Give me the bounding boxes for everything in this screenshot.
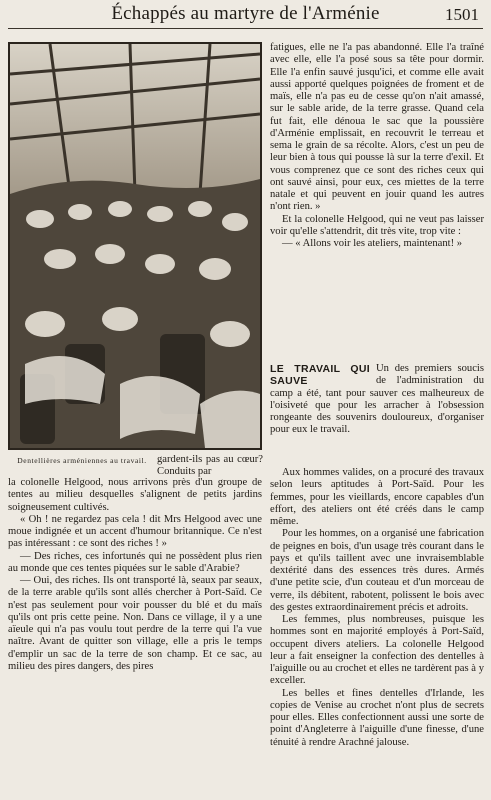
paragraph: « Oh ! ne regardez pas cela ! dit Mrs Helgood avec une moue indignée et un accent d'humour britannique. Ce n'est pas intéressant : ce sont des riches ! » — [8, 513, 262, 550]
paragraph: Pour les hommes, on a organisé une fabrication de peignes en bois, d'un usage très courant dans le pays et qu'ils taillent avec une invraisemblable dextérité dans des essences très dures. Armés d'une petite scie, d'un couteau et d'un morceau de verre, ils débitent, rabotent, polissent le bois avec des gestes extraordinairement précis et adroits. — [270, 528, 484, 613]
paragraph: — Oui, des riches. Ils ont transporté là, seaux par seaux, de la terre arable qu'ils sont allés chercher à Port-Saïd. Ce n'est pas seulement pour voir pousser du blé et du maïs qu'ils ont pris cette peine. Non. Dans ce village, il y a une aïeule qui n'a pas voulu tout perdre de la terre qui l'a vue naître. Avant de quitter son village, elle a pris le temps d'emplir un sac de la terre de son champ. Et ce sac, au milieu des pires dangers, des pires — [8, 575, 262, 672]
section-text: Un des premiers soucis de l'administration du camp a été, tant pour sauver ces malheureux de l'oisiveté que pour les arracher à l'obsession rongeante des souvenirs douloureux, d'organiser pour eux le travail. — [270, 363, 484, 436]
paragraph: Les belles et fines dentelles d'Irlande, les copies de Venise au crochet n'ont plus de secrets pour elles. Elles confectionnent aussi une sorte de point d'Angleterre à l'aiguille d'une finesse, d'une ténuité à rendre Arachné jalouse. — [270, 687, 484, 748]
section-le-travail — [270, 363, 484, 437]
left-inline-text: gardent-ils pas au cœur? Conduits par — [157, 454, 263, 478]
section-heading: LE TRAVAIL QUI SAUVE — [270, 363, 370, 387]
page-number: 1501 — [445, 5, 479, 24]
left-column — [8, 477, 262, 673]
paragraph: Et la colonelle Helgood, qui ne veut pas laisser voir qu'elle s'attendrit, dit très vite, trop vite : — [270, 213, 484, 237]
paragraph: Aux hommes valides, on a procuré des travaux selon leurs aptitudes à Port-Saïd. Pour les femmes, pour les vieillards, encore capables d'un effort, des ateliers ont été créés dans le camp même. — [270, 467, 484, 527]
photo-caption: Dentellières arméniennes au travail. — [17, 456, 147, 465]
right-column — [270, 42, 484, 250]
paragraph: — Des riches, ces infortunés qui ne possèdent plus rien au monde que ces tentes piquées sur le sable d'Arabie? — [8, 550, 262, 574]
lower-right-column — [270, 467, 484, 749]
page-header — [8, 2, 483, 29]
paragraph: la colonelle Helgood, nous arrivons près d'un groupe de tentes au milieu desquelles s'alignent de petits jardins soigneusement cultivés. — [8, 477, 262, 513]
paragraph: Les femmes, plus nombreuses, puisque les hommes sont en majorité employés à Port-Saïd, occupent divers ateliers. La colonelle Helgood leur a fait enseigner la confection des dentelles à l'aiguille ou au crochet et elles ne tardèrent pas à y exceller. — [270, 614, 484, 687]
paragraph: fatigues, elle ne l'a pas abandonné. Elle l'a traîné avec elle, elle l'a posé sous sa tête pour dormir. Elle l'a enfin sauvé jusqu'ici, et comme elle avait aussi apporté quelques poignées de froment et de maïs, elle n'a pas eu de cesse qu'on n'ait amassé, sur le sable aride, de la terre grasse. Quand cela fut fait, elle dénoua le sac que la poussière d'Arménie emplissait, en recouvrit le terreau et sema le grain de sa récolte. Alors, c'est un peu de leur bien à tous qui pousse là sur la terre d'exil. Et vous comprenez que ce sont des riches ceux qui ont sauvé ainsi, pour eux, ces miettes de la terre natale et qui peuvent en jouir quand les autres n'ont rien. » — [270, 42, 484, 213]
paragraph: — « Allons voir les ateliers, maintenant! » — [282, 238, 463, 249]
photograph-lacemakers — [8, 42, 262, 450]
running-title: Échappés au martyre de l'Arménie — [111, 3, 380, 24]
